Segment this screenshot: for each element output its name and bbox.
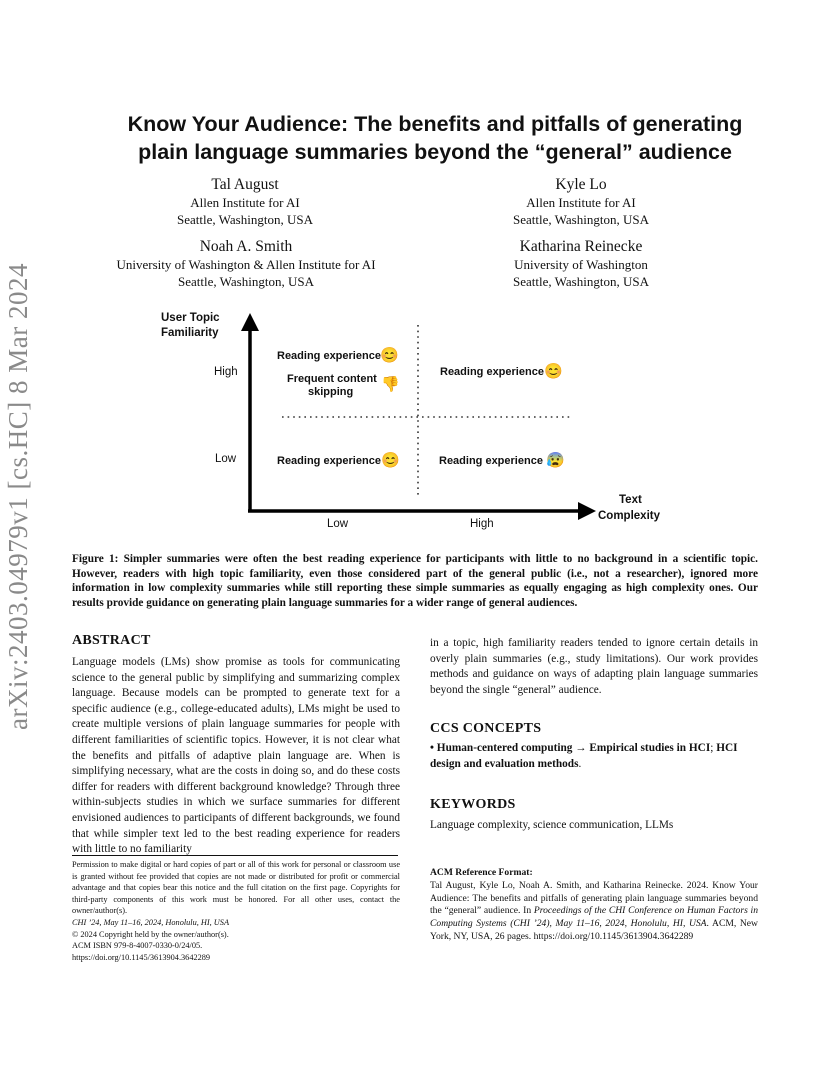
smile-icon: 😊 [544, 364, 563, 380]
author-affiliation: University of Washington & Allen Institute for AI [116, 257, 376, 272]
keywords-text: Language complexity, science communication, LLMs [430, 819, 674, 831]
x-axis-title-line-2: Complexity [598, 510, 660, 522]
copyright-line: © 2024 Copyright held by the owner/author(s). [72, 929, 229, 939]
author-affiliation: University of Washington [514, 257, 648, 272]
author-affiliation: Allen Institute for AI [526, 195, 636, 210]
quadrant-low-low-reading-label: Reading experience [277, 455, 381, 467]
isbn-line: ACM ISBN 979-8-4007-0330-0/24/05. [72, 941, 203, 951]
figure-caption: Figure 1: Simpler summaries were often the best reading experience for participants with little to no background in a scientific topic. However, readers with high topic familiarity, even those considered part of the general public (i.e., not a researcher), ignored more information in low complexity summaries while still reporting these simple summaries as equally engaging as high complexity ones. Our results provide guidance on generating plain language summaries for a wider range of general audiences. [72, 553, 758, 609]
acm-reference-format [430, 867, 758, 944]
author-location: Seattle, Washington, USA [178, 273, 314, 289]
author-location: Seattle, Washington, USA [177, 211, 313, 227]
acm-reference-part-2: . ACM, New York, NY, USA, 26 pages. https://doi.org/10.1145/3613904.3642289 [430, 918, 758, 942]
permission-notice: Permission to make digital or hard copies of part or all of this work for personal or classroom use is granted without fee provided that copies are not made or distributed for profit or commercial advantage and that copies bear this notice and the full citation on the first page. Copyrights for third-party components of this work must be honored. For all other uses, contact the owner/author(s). [72, 860, 400, 916]
quadrant-high-high-reading-label: Reading experience [440, 366, 544, 378]
footnote [72, 859, 400, 963]
ccs-concepts-text [430, 741, 758, 772]
author-affiliation: Allen Institute for AI [190, 195, 300, 210]
author-name: Tal August [211, 176, 279, 193]
abstract-text-continued: in a topic, high familiarity readers tended to ignore certain details in overly plain summaries (e.g., study limitations). Our work provides methods and guidance on ways of adapting plain language summaries beyond the single “general” audience. [430, 637, 758, 696]
ccs-concept-2: HCI design and evaluation methods [430, 742, 738, 770]
keywords-heading: KEYWORDS [430, 797, 516, 812]
footnote-rule [72, 855, 398, 856]
author-location: Seattle, Washington, USA [513, 273, 649, 289]
ccs-concept-1: • Human-centered computing → Empirical studies in HCI [430, 742, 711, 754]
author-block-2 [466, 175, 696, 228]
arxiv-identifier: arXiv:2403.04979v1 [cs.HC] 8 Mar 2024 [3, 263, 33, 730]
author-block-4 [466, 237, 696, 290]
x-axis-arrowhead [578, 502, 596, 520]
ccs-end: . [578, 757, 582, 770]
figure-axes [150, 305, 680, 535]
smile-icon: 😊 [381, 453, 400, 469]
author-block-3 [90, 237, 402, 290]
fearful-face-icon: 😰 [546, 453, 565, 469]
y-axis-title-line-1: User Topic [161, 312, 220, 324]
y-tick-low: Low [215, 453, 237, 465]
paper-title-line-1: Know Your Audience: The benefits and pitfalls of generating [127, 112, 743, 136]
doi-link[interactable]: https://doi.org/10.1145/3613904.3642289 [72, 952, 211, 962]
acm-reference-heading: ACM Reference Format: [430, 867, 533, 878]
paper-title-line-2: plain language summaries beyond the “general” audience [138, 140, 732, 164]
author-block-1 [130, 175, 360, 228]
abstract-heading: ABSTRACT [72, 633, 151, 648]
acm-reference-proceedings: Proceedings of the CHI Conference on Human Factors in Computing Systems (CHI ’24), May 11–16, 2024, Honolulu, HI, USA [430, 905, 758, 930]
author-name: Katharina Reinecke [519, 238, 643, 255]
author-name: Kyle Lo [555, 176, 607, 193]
acm-reference-part-1: Tal August, Kyle Lo, Noah A. Smith, and Katharina Reinecke. 2024. Know Your Audience: The benefits and pitfalls of generating plain language summaries beyond the “general” audience. In [430, 879, 758, 917]
figure-1 [150, 305, 680, 535]
x-tick-low: Low [327, 518, 349, 530]
thumbs-down-icon: 👎 [381, 377, 400, 393]
paper-title [70, 110, 800, 166]
author-name: Noah A. Smith [199, 238, 293, 255]
quadrant-high-low-reading-label: Reading experience [277, 350, 381, 362]
y-axis-title-line-2: Familiarity [161, 327, 219, 339]
x-axis-title-line-1: Text [619, 494, 642, 506]
y-tick-high: High [214, 366, 238, 378]
y-axis-arrowhead [241, 313, 259, 331]
ccs-separator: ; [710, 742, 714, 754]
x-tick-high: High [470, 518, 494, 530]
quadrant-high-low-skipping-label-2: skipping [308, 386, 354, 398]
quadrant-low-high-reading-label: Reading experience [439, 455, 543, 467]
ccs-concepts-heading: CCS CONCEPTS [430, 721, 542, 736]
smile-icon: 😊 [380, 348, 399, 364]
author-location: Seattle, Washington, USA [513, 211, 649, 227]
quadrant-high-low-skipping-label: Frequent content [287, 373, 377, 385]
venue-line: CHI ’24, May 11–16, 2024, Honolulu, HI, USA [72, 917, 230, 927]
abstract-text: Language models (LMs) show promise as tools for communicating science to the general public by simplifying and summarizing complex language. Because models can be prompted to generate text for a specific audience (e.g., college-educated adults), LMs might be used to create multiple versions of plain language summaries for people with different familiarities of scientific topics. However, it is not clear what the benefits and pitfalls of adaptive plain language are. When is simplifying necessary, what are the costs in doing so, and do these costs differ for readers with different background knowledge? Through three within-subjects studies in which we surface summaries for different envisioned audiences to participants of different backgrounds, we found that while simpler text led to the best reading experience for readers with little to no familiarity [72, 656, 400, 856]
